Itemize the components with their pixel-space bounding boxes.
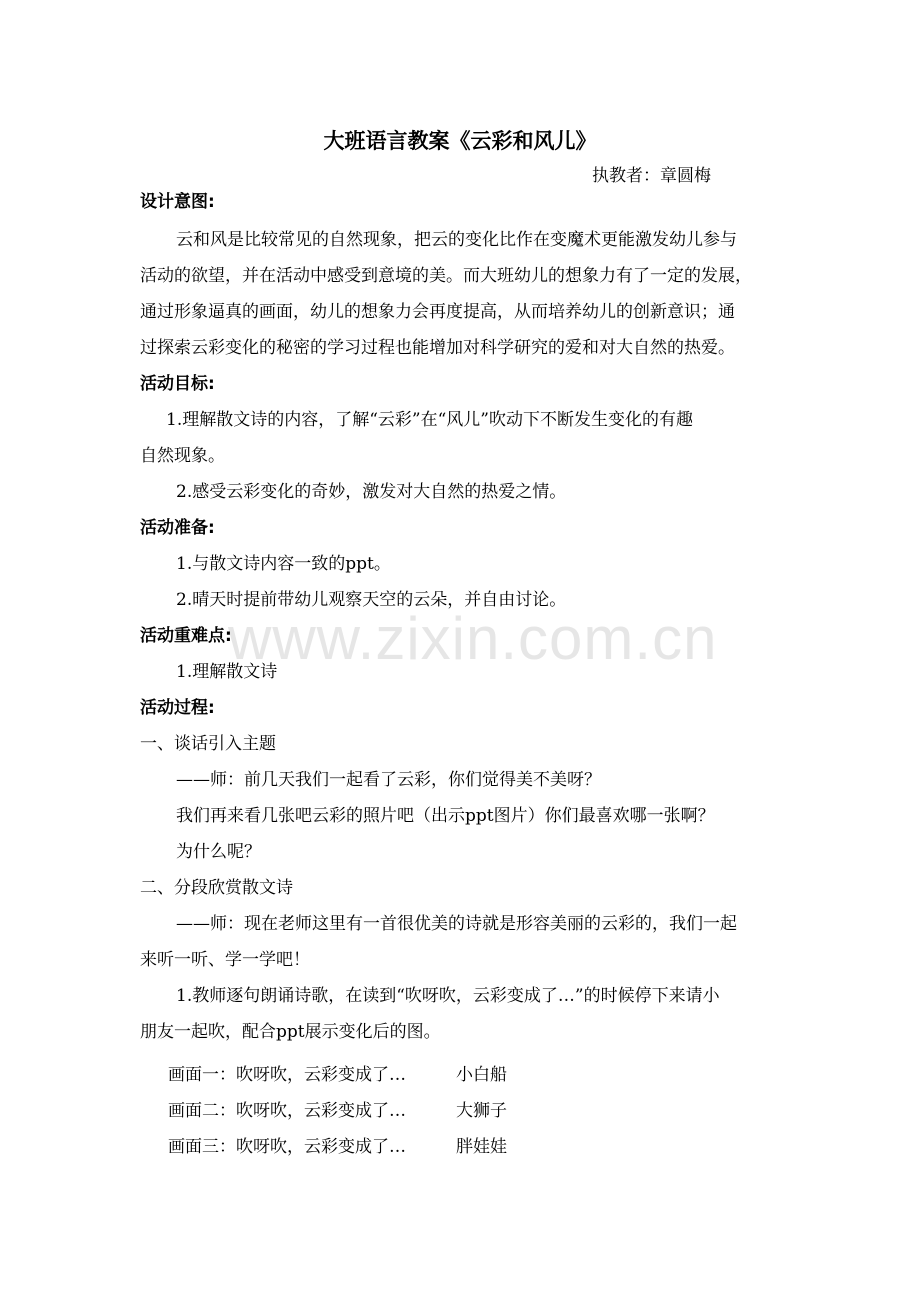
paragraph-line: 为什么呢？ <box>176 842 261 862</box>
picture-line-result: 大狮子 <box>456 1101 507 1121</box>
picture-line-label: 画面三：吹呀吹，云彩变成了… <box>168 1137 406 1157</box>
paragraph-line: 2.感受云彩变化的奇妙，激发对大自然的热爱之情。 <box>176 482 567 502</box>
section-heading-key-points: 活动重难点: <box>140 626 232 646</box>
picture-line-label: 画面一：吹呀吹，云彩变成了… <box>168 1065 406 1085</box>
paragraph-line: 来听一听、学一学吧！ <box>140 950 310 970</box>
paragraph-line: 1.理解散文诗 <box>176 662 278 682</box>
paragraph-line: 云和风是比较常见的自然现象，把云的变化比作在变魔术更能激发幼儿参与 <box>176 230 737 250</box>
paragraph-line: 我们再来看几张吧云彩的照片吧（出示ppt图片）你们最喜欢哪一张啊？ <box>176 806 715 826</box>
paragraph-line: 通过形象逼真的画面，幼儿的想象力会再度提高，从而培养幼儿的创新意识；通 <box>140 302 735 322</box>
paragraph-line: ——师：前几天我们一起看了云彩，你们觉得美不美呀？ <box>176 770 601 790</box>
paragraph-line: 自然现象。 <box>140 446 225 466</box>
document-title: 大班语言教案《云彩和风儿》 <box>323 129 597 153</box>
picture-line-result: 小白船 <box>456 1065 507 1085</box>
watermark: www.zixin.com.cn <box>228 605 718 672</box>
paragraph-line: 活动的欲望，并在活动中感受到意境的美。而大班幼儿的想象力有了一定的发展， <box>140 266 752 286</box>
paragraph-line: 2.晴天时提前带幼儿观察天空的云朵，并自由讨论。 <box>176 590 567 610</box>
section-heading-process: 活动过程: <box>140 698 215 718</box>
paragraph-line: 1.与散文诗内容一致的ppt。 <box>176 554 391 574</box>
paragraph-line: 1.教师逐句朗诵诗歌，在读到“吹呀吹，云彩变成了…”的时候停下来请小 <box>176 986 720 1006</box>
subsection-heading: 二、分段欣赏散文诗 <box>140 878 293 898</box>
paragraph-line: 1.理解散文诗的内容，了解“云彩”在“风儿”吹动下不断发生变化的有趣 <box>166 410 693 430</box>
section-heading-goals: 活动目标: <box>140 374 215 394</box>
author-line: 执教者：章圆梅 <box>592 166 711 186</box>
paragraph-line: 过探索云彩变化的秘密的学习过程也能增加对科学研究的爱和对大自然的热爱。 <box>140 338 735 358</box>
subsection-heading: 一、谈话引入主题 <box>140 734 276 754</box>
picture-line-label: 画面二：吹呀吹，云彩变成了… <box>168 1101 406 1121</box>
paragraph-line: ——师：现在老师这里有一首很优美的诗就是形容美丽的云彩的，我们一起 <box>176 914 737 934</box>
picture-line-result: 胖娃娃 <box>456 1137 507 1157</box>
section-heading-design-intent: 设计意图: <box>140 192 215 212</box>
paragraph-line: 朋友一起吹，配合ppt展示变化后的图。 <box>140 1022 441 1042</box>
section-heading-preparation: 活动准备: <box>140 518 215 538</box>
